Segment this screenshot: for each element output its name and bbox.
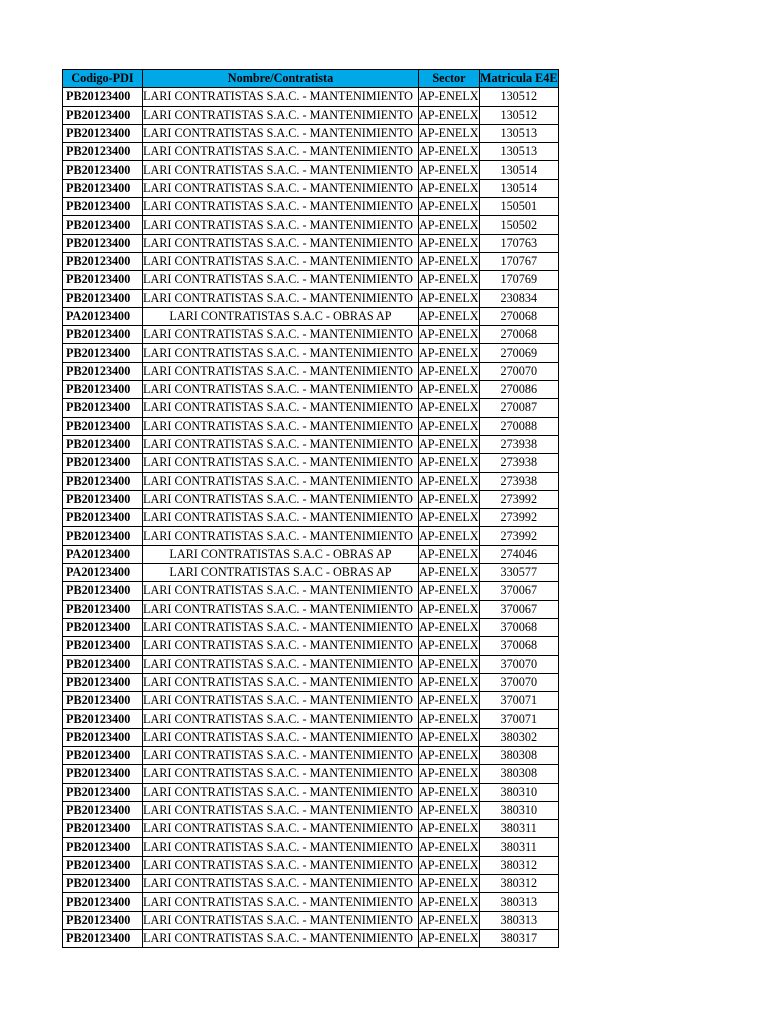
cell-sector[interactable]: AP-ENELX — [419, 746, 480, 764]
cell-matricula[interactable]: 130514 — [480, 161, 559, 179]
cell-nombre-contratista[interactable] — [143, 106, 419, 124]
cell-codigo-pdi[interactable]: PB20123400 — [63, 618, 143, 636]
table-row — [63, 362, 559, 380]
cell-nombre-contratista[interactable] — [143, 618, 419, 636]
cell-nombre-text: LARI CONTRATISTAS S.A.C. - MANTENIMIENTO — [143, 327, 413, 342]
cell-nombre-text: LARI CONTRATISTAS S.A.C. - MANTENIMIENTO — [143, 912, 413, 927]
cell-nombre-text: LARI CONTRATISTAS S.A.C. - MANTENIMIENTO — [143, 363, 413, 378]
cell-sector[interactable]: AP-ENELX — [419, 454, 480, 472]
cell-sector[interactable]: AP-ENELX — [419, 600, 480, 618]
cell-codigo-pdi[interactable]: PB20123400 — [63, 161, 143, 179]
cell-matricula[interactable]: 370068 — [480, 618, 559, 636]
cell-codigo-pdi[interactable]: PB20123400 — [63, 710, 143, 728]
cell-codigo-pdi[interactable]: PB20123400 — [63, 234, 143, 252]
cell-nombre-text: LARI CONTRATISTAS S.A.C. - MANTENIMIENTO — [143, 235, 413, 250]
cell-matricula[interactable]: 370071 — [480, 710, 559, 728]
cell-nombre-text: LARI CONTRATISTAS S.A.C. - MANTENIMIENTO — [143, 711, 413, 726]
header-row — [63, 70, 559, 88]
cell-codigo-pdi[interactable]: PB20123400 — [63, 838, 143, 856]
cell-nombre-contratista[interactable] — [143, 692, 419, 710]
cell-codigo-pdi[interactable]: PA20123400 — [63, 564, 143, 582]
cell-nombre-text: LARI CONTRATISTAS S.A.C. - MANTENIMIENTO — [143, 107, 413, 122]
table-row — [63, 728, 559, 746]
cell-nombre-text: LARI CONTRATISTAS S.A.C. - MANTENIMIENTO — [143, 857, 413, 872]
cell-matricula[interactable]: 380310 — [480, 801, 559, 819]
cell-sector[interactable]: AP-ENELX — [419, 637, 480, 655]
cell-matricula[interactable]: 380313 — [480, 911, 559, 929]
table-row — [63, 673, 559, 691]
table-row — [63, 454, 559, 472]
cell-sector[interactable]: AP-ENELX — [419, 362, 480, 380]
cell-codigo-pdi[interactable]: PB20123400 — [63, 252, 143, 270]
cell-nombre-contratista[interactable] — [143, 326, 419, 344]
cell-sector[interactable]: AP-ENELX — [419, 582, 480, 600]
cell-matricula[interactable]: 130513 — [480, 124, 559, 142]
cell-sector[interactable]: AP-ENELX — [419, 655, 480, 673]
cell-sector[interactable]: AP-ENELX — [419, 198, 480, 216]
cell-sector[interactable]: AP-ENELX — [419, 545, 480, 563]
cell-nombre-text: LARI CONTRATISTAS S.A.C. - MANTENIMIENTO — [143, 89, 413, 104]
table-row — [63, 765, 559, 783]
cell-matricula[interactable]: 370070 — [480, 673, 559, 691]
cell-matricula[interactable]: 273992 — [480, 490, 559, 508]
cell-matricula[interactable]: 380308 — [480, 765, 559, 783]
cell-nombre-contratista[interactable] — [143, 490, 419, 508]
cell-codigo-pdi[interactable]: PB20123400 — [63, 875, 143, 893]
cell-matricula[interactable]: 380302 — [480, 728, 559, 746]
cell-codigo-pdi[interactable]: PB20123400 — [63, 381, 143, 399]
spreadsheet-table — [62, 69, 559, 948]
cell-sector[interactable]: AP-ENELX — [419, 893, 480, 911]
cell-codigo-pdi[interactable]: PB20123400 — [63, 655, 143, 673]
cell-matricula[interactable]: 380312 — [480, 875, 559, 893]
cell-codigo-pdi[interactable]: PB20123400 — [63, 399, 143, 417]
table-row — [63, 509, 559, 527]
cell-nombre-text: LARI CONTRATISTAS S.A.C. - MANTENIMIENTO — [143, 931, 413, 946]
cell-matricula[interactable]: 150501 — [480, 198, 559, 216]
cell-sector[interactable]: AP-ENELX — [419, 435, 480, 453]
cell-nombre-text: LARI CONTRATISTAS S.A.C. - MANTENIMIENTO — [143, 748, 413, 763]
cell-nombre-text: LARI CONTRATISTAS S.A.C - OBRAS AP — [169, 565, 392, 580]
cell-nombre-text: LARI CONTRATISTAS S.A.C. - MANTENIMIENTO — [143, 638, 413, 653]
cell-codigo-pdi[interactable]: PA20123400 — [63, 545, 143, 563]
cell-codigo-pdi[interactable]: PB20123400 — [63, 179, 143, 197]
cell-sector[interactable]: AP-ENELX — [419, 344, 480, 362]
cell-sector[interactable]: AP-ENELX — [419, 564, 480, 582]
table-row — [63, 234, 559, 252]
header-sector[interactable]: Sector — [419, 70, 480, 88]
cell-codigo-pdi[interactable]: PB20123400 — [63, 344, 143, 362]
cell-matricula[interactable]: 130512 — [480, 88, 559, 106]
table-row — [63, 838, 559, 856]
cell-nombre-contratista[interactable] — [143, 765, 419, 783]
header-nombre-contratista[interactable]: Nombre/Contratista — [143, 70, 419, 88]
cell-matricula[interactable]: 273992 — [480, 527, 559, 545]
table-row — [63, 143, 559, 161]
cell-nombre-contratista[interactable] — [143, 143, 419, 161]
cell-nombre-contratista[interactable] — [143, 289, 419, 307]
cell-codigo-pdi[interactable]: PB20123400 — [63, 893, 143, 911]
cell-nombre-contratista[interactable] — [143, 637, 419, 655]
cell-sector[interactable]: AP-ENELX — [419, 289, 480, 307]
cell-nombre-text: LARI CONTRATISTAS S.A.C. - MANTENIMIENTO — [143, 583, 413, 598]
cell-matricula[interactable]: 380308 — [480, 746, 559, 764]
cell-matricula[interactable]: 270088 — [480, 417, 559, 435]
cell-nombre-contratista[interactable] — [143, 216, 419, 234]
cell-sector[interactable]: AP-ENELX — [419, 472, 480, 490]
cell-sector[interactable]: AP-ENELX — [419, 216, 480, 234]
cell-matricula[interactable]: 170763 — [480, 234, 559, 252]
cell-nombre-text: LARI CONTRATISTAS S.A.C. - MANTENIMIENTO — [143, 766, 413, 781]
cell-nombre-text: LARI CONTRATISTAS S.A.C. - MANTENIMIENTO — [143, 418, 413, 433]
table-row — [63, 856, 559, 874]
cell-sector[interactable]: AP-ENELX — [419, 509, 480, 527]
cell-nombre-contratista[interactable] — [143, 856, 419, 874]
table-row — [63, 582, 559, 600]
table-row — [63, 106, 559, 124]
table-row — [63, 88, 559, 106]
cell-matricula[interactable]: 273938 — [480, 454, 559, 472]
cell-sector[interactable]: AP-ENELX — [419, 527, 480, 545]
table-row — [63, 929, 559, 947]
cell-codigo-pdi[interactable]: PB20123400 — [63, 820, 143, 838]
cell-codigo-pdi[interactable]: PB20123400 — [63, 271, 143, 289]
header-matricula[interactable]: Matricula E4E — [480, 70, 559, 88]
cell-matricula[interactable]: 270070 — [480, 362, 559, 380]
table-row — [63, 252, 559, 270]
cell-nombre-text: LARI CONTRATISTAS S.A.C. - MANTENIMIENTO — [143, 656, 413, 671]
cell-nombre-text: LARI CONTRATISTAS S.A.C. - MANTENIMIENTO — [143, 894, 413, 909]
table-row — [63, 435, 559, 453]
cell-sector[interactable]: AP-ENELX — [419, 179, 480, 197]
cell-nombre-contratista[interactable] — [143, 472, 419, 490]
cell-sector[interactable]: AP-ENELX — [419, 856, 480, 874]
table-row — [63, 618, 559, 636]
table-row — [63, 527, 559, 545]
cell-nombre-contratista[interactable] — [143, 179, 419, 197]
table-row — [63, 564, 559, 582]
cell-nombre-text: LARI CONTRATISTAS S.A.C. - MANTENIMIENTO — [143, 217, 413, 232]
cell-nombre-text: LARI CONTRATISTAS S.A.C. - MANTENIMIENTO — [143, 382, 413, 397]
cell-nombre-text: LARI CONTRATISTAS S.A.C. - MANTENIMIENTO — [143, 473, 413, 488]
cell-codigo-pdi[interactable]: PB20123400 — [63, 728, 143, 746]
cell-nombre-contratista[interactable] — [143, 234, 419, 252]
cell-nombre-text: LARI CONTRATISTAS S.A.C. - MANTENIMIENTO — [143, 162, 413, 177]
cell-matricula[interactable]: 274046 — [480, 545, 559, 563]
cell-nombre-text: LARI CONTRATISTAS S.A.C. - MANTENIMIENTO — [143, 674, 413, 689]
cell-matricula[interactable]: 380317 — [480, 929, 559, 947]
cell-codigo-pdi[interactable]: PB20123400 — [63, 765, 143, 783]
cell-sector[interactable]: AP-ENELX — [419, 326, 480, 344]
cell-nombre-text: LARI CONTRATISTAS S.A.C. - MANTENIMIENTO — [143, 144, 413, 159]
cell-nombre-contratista[interactable] — [143, 911, 419, 929]
cell-codigo-pdi[interactable]: PB20123400 — [63, 454, 143, 472]
cell-codigo-pdi[interactable]: PB20123400 — [63, 362, 143, 380]
cell-matricula[interactable]: 270068 — [480, 326, 559, 344]
cell-codigo-pdi[interactable]: PB20123400 — [63, 490, 143, 508]
cell-codigo-pdi[interactable]: PB20123400 — [63, 783, 143, 801]
cell-nombre-contratista[interactable] — [143, 161, 419, 179]
cell-matricula[interactable]: 370071 — [480, 692, 559, 710]
table-row — [63, 417, 559, 435]
cell-nombre-text: LARI CONTRATISTAS S.A.C. - MANTENIMIENTO — [143, 620, 413, 635]
table-row — [63, 637, 559, 655]
cell-nombre-contratista[interactable] — [143, 417, 419, 435]
cell-matricula[interactable]: 270069 — [480, 344, 559, 362]
cell-sector[interactable]: AP-ENELX — [419, 88, 480, 106]
cell-codigo-pdi[interactable]: PB20123400 — [63, 527, 143, 545]
cell-codigo-pdi[interactable]: PB20123400 — [63, 216, 143, 234]
cell-codigo-pdi[interactable]: PB20123400 — [63, 472, 143, 490]
cell-matricula[interactable]: 380310 — [480, 783, 559, 801]
cell-codigo-pdi[interactable]: PB20123400 — [63, 746, 143, 764]
cell-nombre-contratista[interactable] — [143, 820, 419, 838]
cell-sector[interactable]: AP-ENELX — [419, 875, 480, 893]
cell-nombre-text: LARI CONTRATISTAS S.A.C - OBRAS AP — [169, 546, 392, 561]
cell-nombre-text: LARI CONTRATISTAS S.A.C. - MANTENIMIENTO — [143, 290, 413, 305]
cell-sector[interactable]: AP-ENELX — [419, 801, 480, 819]
table-row — [63, 820, 559, 838]
cell-nombre-text: LARI CONTRATISTAS S.A.C. - MANTENIMIENTO — [143, 510, 413, 525]
cell-nombre-text: LARI CONTRATISTAS S.A.C. - MANTENIMIENTO — [143, 528, 413, 543]
cell-codigo-pdi[interactable]: PB20123400 — [63, 143, 143, 161]
cell-codigo-pdi[interactable]: PB20123400 — [63, 673, 143, 691]
cell-codigo-pdi[interactable]: PB20123400 — [63, 801, 143, 819]
cell-sector[interactable]: AP-ENELX — [419, 234, 480, 252]
table-row — [63, 381, 559, 399]
cell-codigo-pdi[interactable]: PB20123400 — [63, 692, 143, 710]
cell-matricula[interactable]: 380312 — [480, 856, 559, 874]
cell-nombre-contratista[interactable] — [143, 399, 419, 417]
cell-sector[interactable]: AP-ENELX — [419, 143, 480, 161]
cell-sector[interactable]: AP-ENELX — [419, 820, 480, 838]
cell-nombre-text: LARI CONTRATISTAS S.A.C - OBRAS AP — [169, 309, 392, 323]
cell-sector[interactable]: AP-ENELX — [419, 106, 480, 124]
cell-sector[interactable]: AP-ENELX — [419, 252, 480, 270]
cell-nombre-text: LARI CONTRATISTAS S.A.C. - MANTENIMIENTO — [143, 491, 413, 506]
table-row — [63, 179, 559, 197]
cell-nombre-contratista[interactable] — [143, 124, 419, 142]
cell-sector[interactable]: AP-ENELX — [419, 271, 480, 289]
cell-nombre-text: LARI CONTRATISTAS S.A.C. - MANTENIMIENTO — [143, 821, 413, 836]
cell-nombre-text: LARI CONTRATISTAS S.A.C. - MANTENIMIENTO — [143, 437, 413, 452]
table-row — [63, 289, 559, 307]
cell-codigo-pdi[interactable]: PB20123400 — [63, 417, 143, 435]
cell-sector[interactable]: AP-ENELX — [419, 490, 480, 508]
table-row — [63, 710, 559, 728]
cell-nombre-contratista[interactable] — [143, 801, 419, 819]
cell-codigo-pdi[interactable]: PB20123400 — [63, 509, 143, 527]
cell-codigo-pdi[interactable]: PB20123400 — [63, 929, 143, 947]
table-row — [63, 875, 559, 893]
cell-nombre-text: LARI CONTRATISTAS S.A.C. - MANTENIMIENTO — [143, 601, 413, 616]
cell-matricula[interactable]: 370067 — [480, 600, 559, 618]
cell-nombre-text: LARI CONTRATISTAS S.A.C. - MANTENIMIENTO — [143, 199, 413, 214]
cell-matricula[interactable]: 270068 — [480, 307, 559, 325]
cell-nombre-text: LARI CONTRATISTAS S.A.C. - MANTENIMIENTO — [143, 803, 413, 818]
table-row — [63, 307, 559, 325]
table-row — [63, 692, 559, 710]
cell-sector[interactable]: AP-ENELX — [419, 692, 480, 710]
table-row — [63, 600, 559, 618]
cell-sector[interactable]: AP-ENELX — [419, 728, 480, 746]
cell-sector[interactable]: AP-ENELX — [419, 929, 480, 947]
cell-codigo-pdi[interactable]: PB20123400 — [63, 435, 143, 453]
cell-codigo-pdi[interactable]: PB20123400 — [63, 198, 143, 216]
cell-matricula[interactable]: 130514 — [480, 179, 559, 197]
cell-nombre-contratista[interactable] — [143, 600, 419, 618]
cell-codigo-pdi[interactable]: PB20123400 — [63, 582, 143, 600]
cell-nombre-text: LARI CONTRATISTAS S.A.C. - MANTENIMIENTO — [143, 400, 413, 415]
cell-codigo-pdi[interactable]: PB20123400 — [63, 600, 143, 618]
cell-nombre-text: LARI CONTRATISTAS S.A.C. - MANTENIMIENTO — [143, 876, 413, 891]
table-row — [63, 271, 559, 289]
cell-codigo-pdi[interactable]: PB20123400 — [63, 289, 143, 307]
cell-matricula[interactable]: 270086 — [480, 381, 559, 399]
cell-matricula[interactable]: 273992 — [480, 509, 559, 527]
cell-nombre-contratista[interactable] — [143, 746, 419, 764]
cell-nombre-text: LARI CONTRATISTAS S.A.C. - MANTENIMIENTO — [143, 126, 413, 141]
cell-matricula[interactable]: 370070 — [480, 655, 559, 673]
cell-sector[interactable]: AP-ENELX — [419, 618, 480, 636]
cell-codigo-pdi[interactable]: PB20123400 — [63, 124, 143, 142]
cell-nombre-contratista[interactable] — [143, 271, 419, 289]
cell-sector[interactable]: AP-ENELX — [419, 124, 480, 142]
cell-nombre-contratista[interactable] — [143, 307, 419, 325]
cell-nombre-contratista[interactable] — [143, 435, 419, 453]
cell-nombre-text: LARI CONTRATISTAS S.A.C. - MANTENIMIENTO — [143, 180, 413, 195]
cell-nombre-text: LARI CONTRATISTAS S.A.C. - MANTENIMIENTO — [143, 729, 413, 744]
cell-nombre-contratista[interactable] — [143, 655, 419, 673]
table-row — [63, 399, 559, 417]
cell-nombre-text: LARI CONTRATISTAS S.A.C. - MANTENIMIENTO — [143, 784, 413, 799]
cell-nombre-contratista[interactable] — [143, 381, 419, 399]
table-row — [63, 911, 559, 929]
cell-sector[interactable]: AP-ENELX — [419, 911, 480, 929]
cell-codigo-pdi[interactable]: PB20123400 — [63, 88, 143, 106]
cell-matricula[interactable]: 330577 — [480, 564, 559, 582]
table-row — [63, 490, 559, 508]
cell-codigo-pdi[interactable]: PB20123400 — [63, 856, 143, 874]
cell-sector[interactable]: AP-ENELX — [419, 783, 480, 801]
cell-nombre-contratista[interactable] — [143, 545, 419, 563]
table-row — [63, 783, 559, 801]
cell-matricula[interactable]: 130512 — [480, 106, 559, 124]
cell-matricula[interactable]: 170769 — [480, 271, 559, 289]
cell-nombre-contratista[interactable] — [143, 527, 419, 545]
cell-nombre-contratista[interactable] — [143, 673, 419, 691]
cell-codigo-pdi[interactable]: PB20123400 — [63, 637, 143, 655]
cell-nombre-text: LARI CONTRATISTAS S.A.C. - MANTENIMIENTO — [143, 693, 413, 708]
cell-sector[interactable]: AP-ENELX — [419, 307, 480, 325]
table-row — [63, 655, 559, 673]
cell-nombre-contratista[interactable] — [143, 710, 419, 728]
cell-matricula[interactable]: 370068 — [480, 637, 559, 655]
cell-nombre-contratista[interactable] — [143, 344, 419, 362]
cell-nombre-contratista[interactable] — [143, 929, 419, 947]
table-row — [63, 198, 559, 216]
cell-sector[interactable]: AP-ENELX — [419, 710, 480, 728]
cell-nombre-text: LARI CONTRATISTAS S.A.C. - MANTENIMIENTO — [143, 345, 413, 360]
table-row — [63, 801, 559, 819]
cell-matricula[interactable]: 380313 — [480, 893, 559, 911]
cell-matricula[interactable]: 380311 — [480, 820, 559, 838]
cell-nombre-contratista[interactable] — [143, 728, 419, 746]
cell-nombre-contratista[interactable] — [143, 88, 419, 106]
cell-matricula[interactable]: 150502 — [480, 216, 559, 234]
cell-nombre-contratista[interactable] — [143, 582, 419, 600]
cell-matricula[interactable]: 230834 — [480, 289, 559, 307]
table-row — [63, 545, 559, 563]
cell-matricula[interactable]: 273938 — [480, 435, 559, 453]
cell-sector[interactable]: AP-ENELX — [419, 381, 480, 399]
cell-nombre-contratista[interactable] — [143, 893, 419, 911]
cell-codigo-pdi[interactable]: PA20123400 — [63, 307, 143, 325]
cell-sector[interactable]: AP-ENELX — [419, 399, 480, 417]
cell-nombre-contratista[interactable] — [143, 198, 419, 216]
cell-nombre-contratista[interactable] — [143, 838, 419, 856]
cell-matricula[interactable]: 380311 — [480, 838, 559, 856]
cell-nombre-text: LARI CONTRATISTAS S.A.C. - MANTENIMIENTO — [143, 839, 413, 854]
cell-sector[interactable]: AP-ENELX — [419, 161, 480, 179]
table-row — [63, 326, 559, 344]
header-codigo-pdi[interactable]: Codigo-PDI — [63, 70, 143, 88]
cell-nombre-contratista[interactable] — [143, 564, 419, 582]
cell-sector[interactable]: AP-ENELX — [419, 838, 480, 856]
cell-matricula[interactable]: 273938 — [480, 472, 559, 490]
table-row — [63, 161, 559, 179]
cell-codigo-pdi[interactable]: PB20123400 — [63, 106, 143, 124]
cell-sector[interactable]: AP-ENELX — [419, 673, 480, 691]
cell-codigo-pdi[interactable]: PB20123400 — [63, 326, 143, 344]
cell-nombre-text: LARI CONTRATISTAS S.A.C. - MANTENIMIENTO — [143, 254, 413, 269]
cell-nombre-contratista[interactable] — [143, 509, 419, 527]
cell-nombre-contratista[interactable] — [143, 252, 419, 270]
cell-nombre-contratista[interactable] — [143, 875, 419, 893]
table-row — [63, 344, 559, 362]
cell-nombre-contratista[interactable] — [143, 454, 419, 472]
cell-matricula[interactable]: 130513 — [480, 143, 559, 161]
cell-sector[interactable]: AP-ENELX — [419, 417, 480, 435]
cell-matricula[interactable]: 170767 — [480, 252, 559, 270]
cell-sector[interactable]: AP-ENELX — [419, 765, 480, 783]
cell-nombre-contratista[interactable] — [143, 783, 419, 801]
cell-nombre-contratista[interactable] — [143, 362, 419, 380]
cell-matricula[interactable]: 370067 — [480, 582, 559, 600]
table-row — [63, 472, 559, 490]
cell-matricula[interactable]: 270087 — [480, 399, 559, 417]
cell-codigo-pdi[interactable]: PB20123400 — [63, 911, 143, 929]
cell-nombre-text: LARI CONTRATISTAS S.A.C. - MANTENIMIENTO — [143, 272, 413, 287]
table-row — [63, 746, 559, 764]
table-row — [63, 216, 559, 234]
cell-nombre-text: LARI CONTRATISTAS S.A.C. - MANTENIMIENTO — [143, 455, 413, 470]
table-row — [63, 124, 559, 142]
table-row — [63, 893, 559, 911]
